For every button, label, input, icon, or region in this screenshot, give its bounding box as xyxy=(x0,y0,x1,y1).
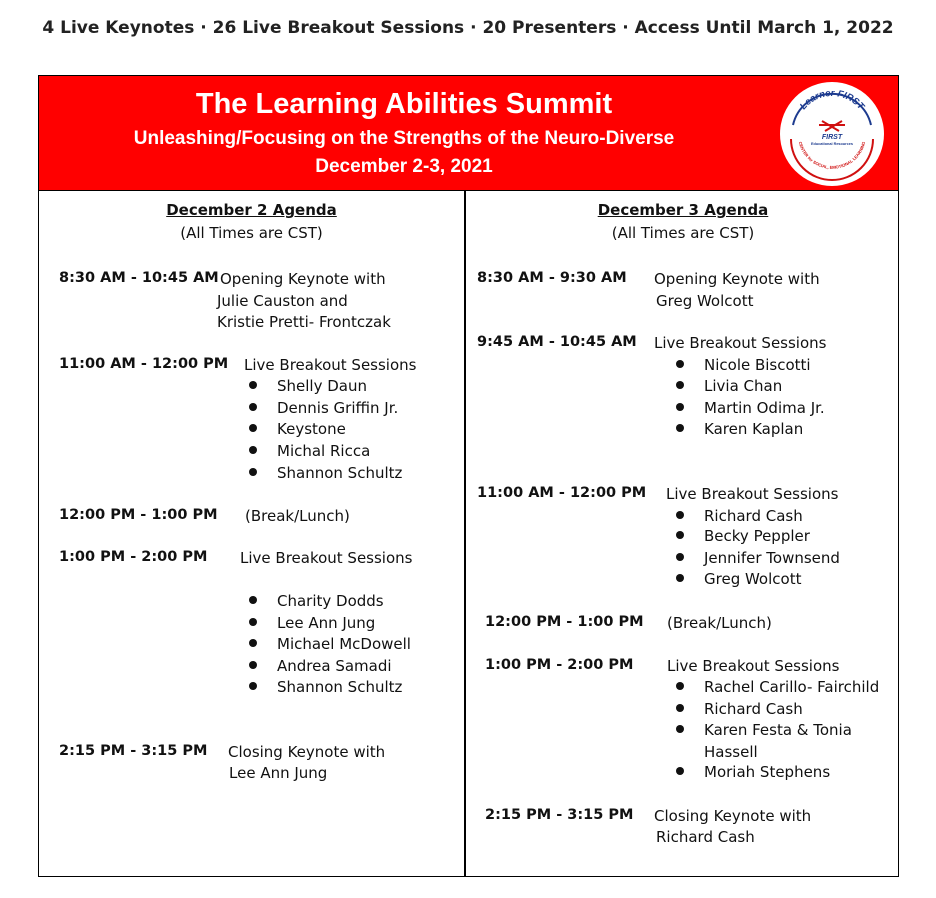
day1-s2-time: 11:00 AM - 12:00 PM xyxy=(59,356,229,372)
bullet-icon xyxy=(676,381,684,389)
list-item-continuation: Hassell xyxy=(704,743,758,761)
list-item: Greg Wolcott xyxy=(676,570,801,588)
day2-s6-title: Closing Keynote with xyxy=(654,807,812,825)
day2-s5-time: 1:00 PM - 2:00 PM xyxy=(485,657,634,673)
list-item: Moriah Stephens xyxy=(676,763,830,781)
bullet-icon xyxy=(676,553,684,561)
day1-s3-title: (Break/Lunch) xyxy=(245,507,350,525)
list-item: Andrea Samadi xyxy=(249,657,392,675)
day1-heading: December 2 Agenda xyxy=(166,201,337,219)
day1-s1-title: Opening Keynote with xyxy=(220,270,386,288)
bullet-icon xyxy=(249,381,257,389)
svg-text:FIRST: FIRST xyxy=(821,134,843,141)
summit-dates: December 2-3, 2021 xyxy=(315,156,493,177)
day2-s4-time: 12:00 PM - 1:00 PM xyxy=(485,614,644,630)
list-item: Karen Kaplan xyxy=(676,420,803,438)
list-item: Lee Ann Jung xyxy=(249,614,375,632)
day1-s5-time: 2:15 PM - 3:15 PM xyxy=(59,743,208,759)
bullet-icon xyxy=(249,661,257,669)
svg-text:CENTER for SOCIAL, EMOTIONAL L: CENTER for SOCIAL, EMOTIONAL LEARNING xyxy=(797,141,867,170)
summit-title: The Learning Abilities Summit xyxy=(195,88,613,120)
summit-banner xyxy=(39,76,898,191)
day1-s3-time: 12:00 PM - 1:00 PM xyxy=(59,507,218,523)
list-item: Dennis Griffin Jr. xyxy=(249,399,398,417)
day2-s5-title: Live Breakout Sessions xyxy=(667,657,840,675)
day1-s2-title: Live Breakout Sessions xyxy=(244,356,417,374)
bullet-icon xyxy=(676,531,684,539)
day2-s3-title: Live Breakout Sessions xyxy=(666,485,839,503)
list-item: Becky Peppler xyxy=(676,527,810,545)
bullet-icon xyxy=(676,725,684,733)
day1-s1-line2: Julie Causton and xyxy=(217,292,348,310)
bullet-icon xyxy=(676,360,684,368)
day1-s1-time: 8:30 AM - 10:45 AM xyxy=(59,270,219,286)
day1-s4-time: 1:00 PM - 2:00 PM xyxy=(59,549,208,565)
bullet-icon xyxy=(249,424,257,432)
agenda-frame xyxy=(38,75,899,877)
column-divider xyxy=(464,191,466,877)
bullet-icon xyxy=(676,574,684,582)
list-item: Shannon Schultz xyxy=(249,678,402,696)
bullet-icon xyxy=(676,424,684,432)
day1-s4-title: Live Breakout Sessions xyxy=(240,549,413,567)
bullet-icon xyxy=(249,618,257,626)
list-item: Karen Festa & Tonia xyxy=(676,721,852,739)
list-item: Richard Cash xyxy=(676,700,803,718)
bullet-icon xyxy=(249,403,257,411)
bullet-icon xyxy=(249,596,257,604)
list-item: Livia Chan xyxy=(676,377,782,395)
day2-s2-title: Live Breakout Sessions xyxy=(654,334,827,352)
list-item: Charity Dodds xyxy=(249,592,384,610)
bullet-icon xyxy=(676,682,684,690)
bullet-icon xyxy=(676,403,684,411)
list-item: Martin Odima Jr. xyxy=(676,399,825,417)
day2-s2-time: 9:45 AM - 10:45 AM xyxy=(477,334,637,350)
day1-s5-line2: Lee Ann Jung xyxy=(229,764,328,782)
bullet-icon xyxy=(249,446,257,454)
svg-text:Learner FIRST: Learner FIRST xyxy=(797,87,867,113)
bullet-icon xyxy=(249,682,257,690)
bullet-icon xyxy=(249,639,257,647)
list-item: Michal Ricca xyxy=(249,442,370,460)
list-item: Rachel Carillo- Fairchild xyxy=(676,678,879,696)
day1-time-note: (All Times are CST) xyxy=(180,224,323,242)
bullet-icon xyxy=(676,767,684,775)
bullet-icon xyxy=(249,468,257,476)
bullet-icon xyxy=(676,511,684,519)
svg-text:Educational Resources: Educational Resources xyxy=(811,142,853,146)
day1-s1-line3: Kristie Pretti- Frontczak xyxy=(217,313,391,331)
day2-s3-time: 11:00 AM - 12:00 PM xyxy=(477,485,647,501)
bullet-icon xyxy=(676,704,684,712)
tagline: 4 Live Keynotes · 26 Live Breakout Sessions · 20 Presenters · Access Until March 1, 2022 xyxy=(42,18,894,38)
learner-first-logo xyxy=(779,81,885,187)
list-item: Richard Cash xyxy=(676,507,803,525)
day2-s6-time: 2:15 PM - 3:15 PM xyxy=(485,807,634,823)
day2-s1-time: 8:30 AM - 9:30 AM xyxy=(477,270,627,286)
list-item: Shannon Schultz xyxy=(249,464,402,482)
day2-s1-title: Opening Keynote with xyxy=(654,270,820,288)
list-item: Michael McDowell xyxy=(249,635,411,653)
day2-heading: December 3 Agenda xyxy=(597,201,769,219)
list-item: Nicole Biscotti xyxy=(676,356,811,374)
day1-s5-title: Closing Keynote with xyxy=(228,743,386,761)
day2-s4-title: (Break/Lunch) xyxy=(667,614,772,632)
day2-s1-line2: Greg Wolcott xyxy=(656,292,754,310)
list-item: Jennifer Townsend xyxy=(676,549,840,567)
day2-time-note: (All Times are CST) xyxy=(611,224,755,242)
day2-s6-line2: Richard Cash xyxy=(656,828,755,846)
list-item: Shelly Daun xyxy=(249,377,367,395)
list-item: Keystone xyxy=(249,420,346,438)
summit-subtitle: Unleashing/Focusing on the Strengths of the Neuro-Diverse xyxy=(133,128,675,149)
